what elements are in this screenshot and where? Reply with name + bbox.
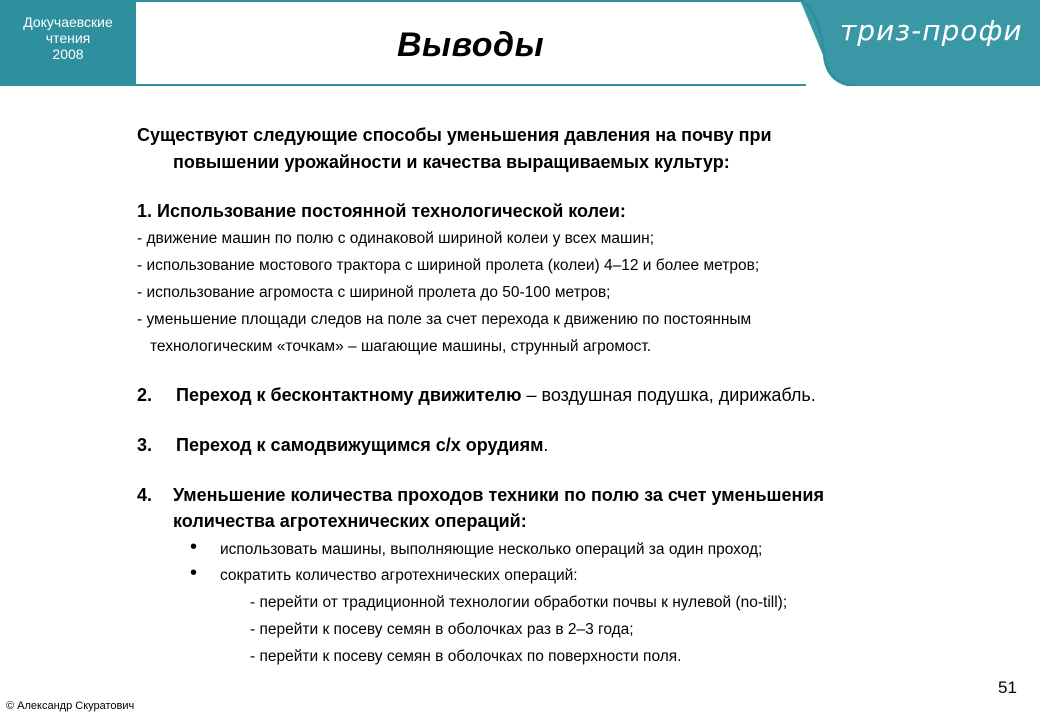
section-1-item: - уменьшение площади следов на поле за счет перехода к движению по постоянным (137, 311, 752, 328)
section-4-bullet: использовать машины, выполняющие несколько операций за один проход; (220, 541, 763, 558)
section-4-sub-item: - перейти к посеву семян в оболочках по поверхности поля. (250, 648, 682, 665)
section-3 (137, 435, 548, 456)
intro-line-1: Существуют следующие способы уменьшения давления на почву при (137, 125, 772, 145)
section-2 (137, 385, 816, 406)
header-bar (0, 0, 1040, 86)
section-1-item: - использование мостового трактора с шириной пролета (колеи) 4–12 и более метров; (137, 257, 760, 274)
bullet-icon: • (190, 562, 198, 584)
badge-line-2: чтения (45, 30, 91, 46)
section-4-sub-item: - перейти к посеву семян в оболочках раз в 2–3 года; (250, 621, 634, 638)
section-4-number: 4. (137, 485, 153, 505)
section-2-rest: – воздушная подушка, дирижабль. (521, 385, 816, 405)
copyright: © Александр Скуратович (6, 700, 135, 712)
badge-line-3: 2008 (52, 46, 84, 62)
bullet-icon: • (190, 536, 198, 558)
section-4-sub-item: - перейти от традиционной технологии обработки почвы к нулевой (no-till); (250, 594, 788, 611)
slide-title: Выводы (397, 26, 545, 64)
conference-badge (0, 0, 136, 86)
section-1-item: технологическим «точкам» – шагающие машины, струнный агромост. (150, 338, 652, 355)
section-2-bold: Переход к бесконтактному движителю (176, 385, 522, 405)
logo-text: триз-профи (840, 14, 1023, 47)
section-4-line-2: количества агротехнических операций: (173, 511, 527, 531)
section-1-item: - использование агромоста с шириной пролета до 50-100 метров; (137, 284, 611, 301)
section-3-number: 3. (137, 435, 153, 455)
intro-line-2: повышении урожайности и качества выращиваемых культур: (173, 152, 730, 172)
section-2-number: 2. (137, 385, 153, 405)
section-1-item: - движение машин по полю с одинаковой шириной колеи у всех машин; (137, 230, 655, 247)
section-3-rest: . (543, 435, 549, 455)
section-4-line-1: Уменьшение количества проходов техники по полю за счет уменьшения (173, 485, 824, 505)
section-3-bold: Переход к самодвижущимся с/х орудиям (176, 435, 544, 455)
page-number: 51 (998, 678, 1017, 697)
badge-line-1: Докучаевские (23, 14, 113, 30)
section-1-title: 1. Использование постоянной технологической колеи: (137, 201, 626, 221)
section-4-bullet: сократить количество агротехнических операций: (220, 567, 578, 584)
